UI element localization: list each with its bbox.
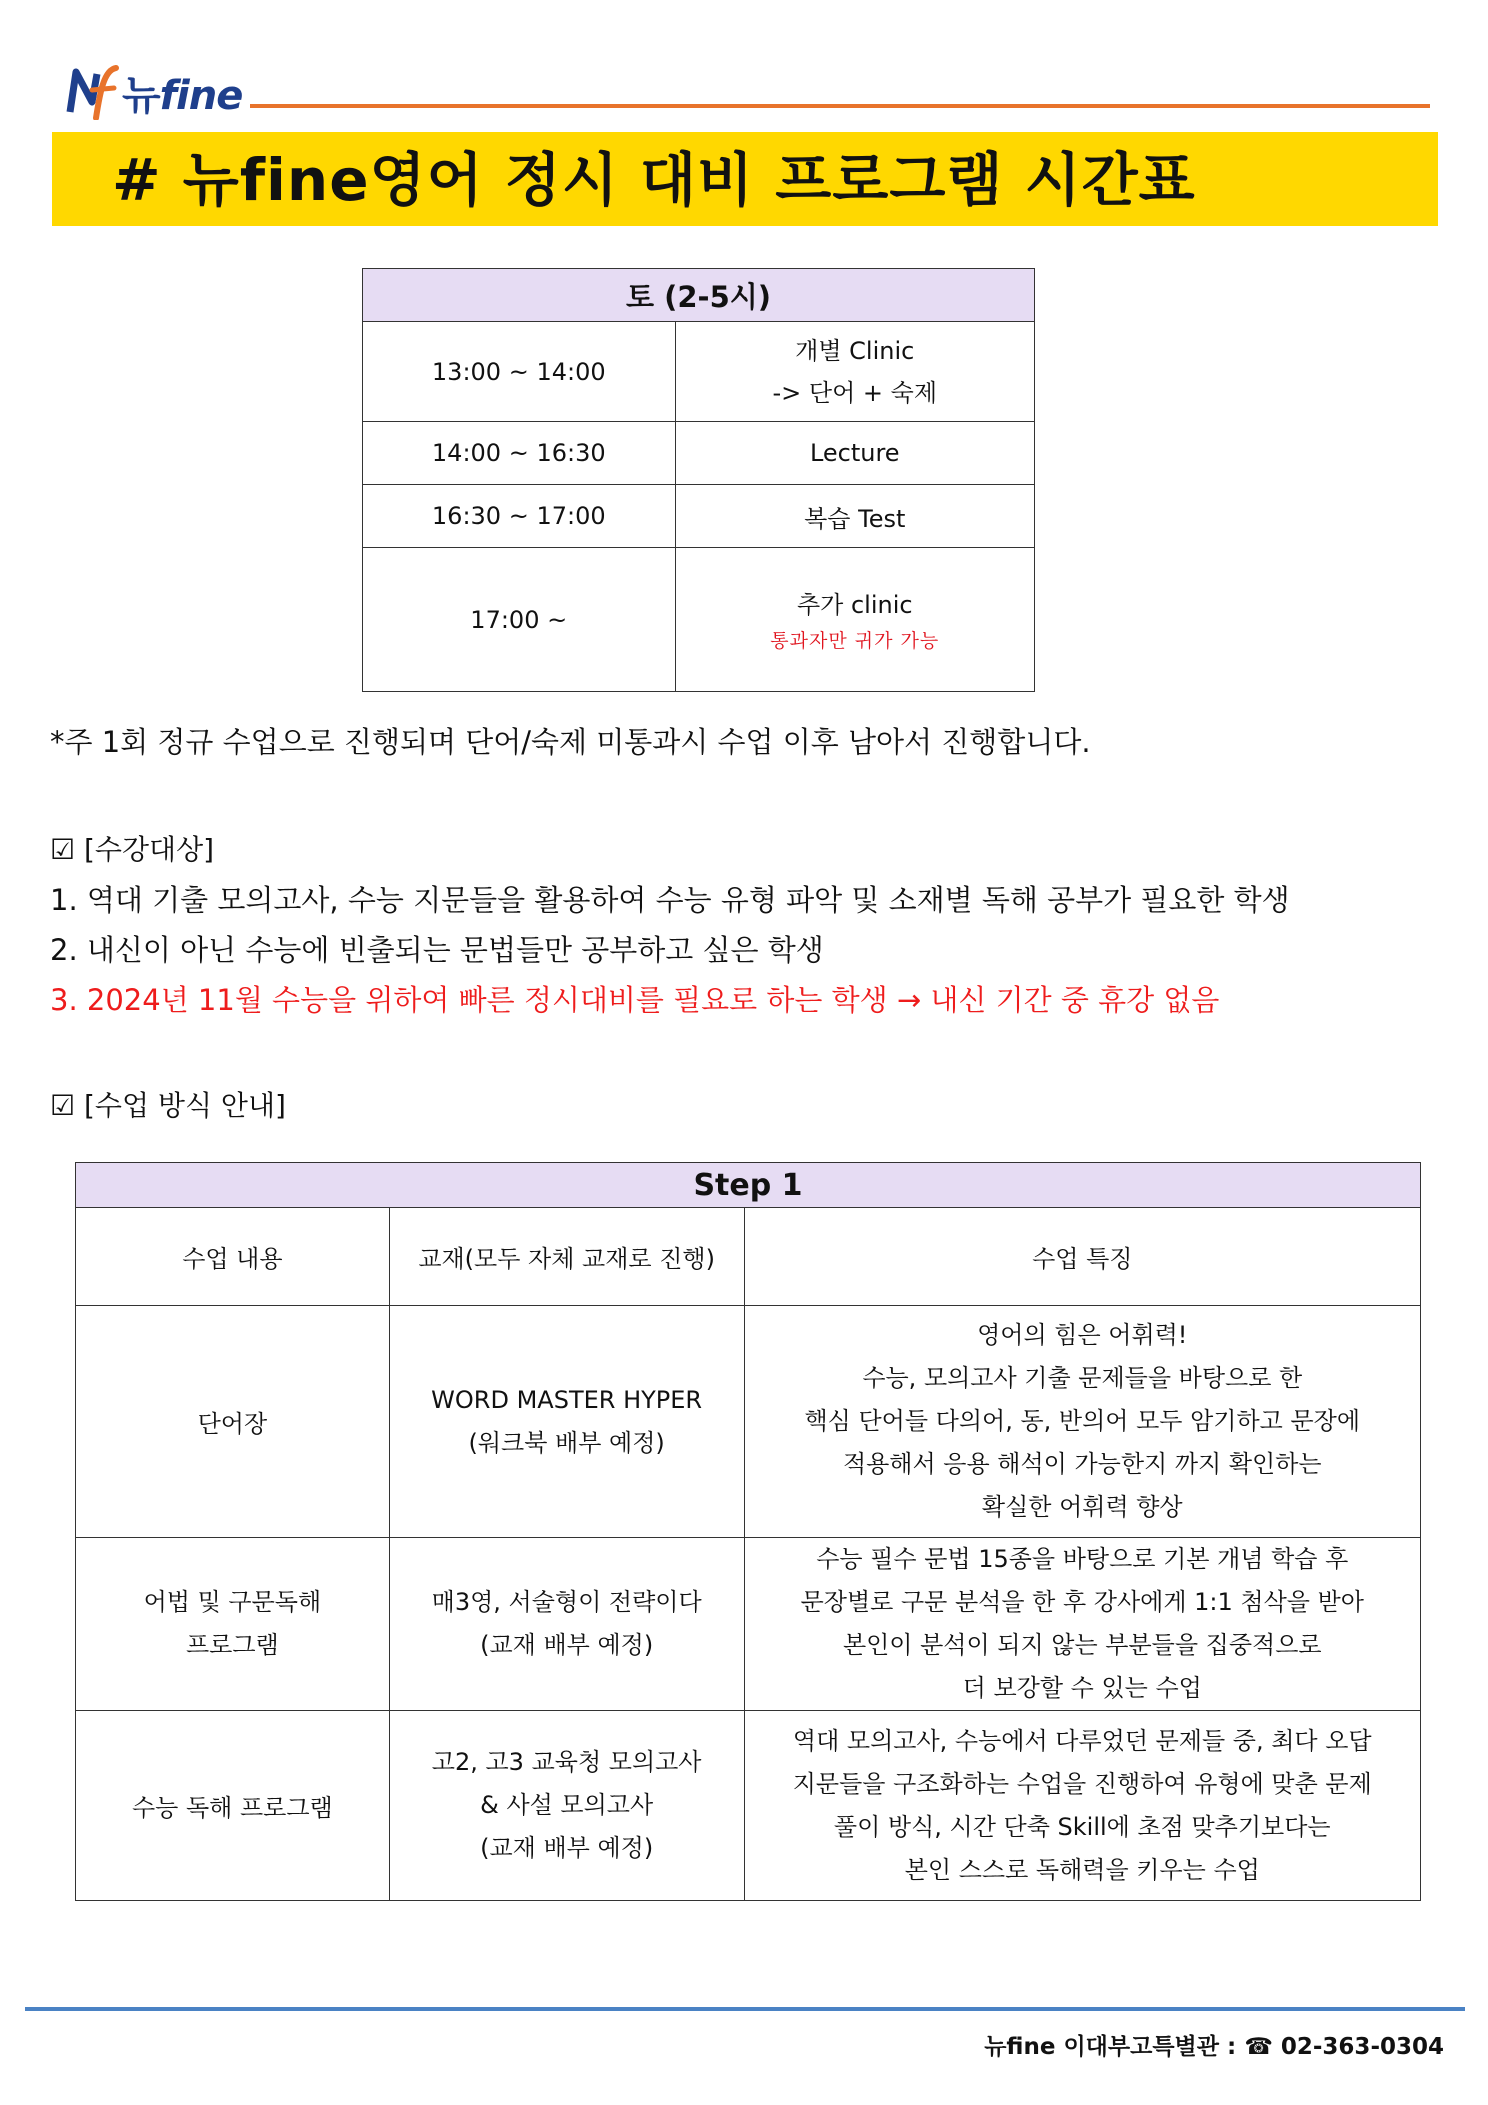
class-material: WORD MASTER HYPER (워크북 배부 예정) [389,1306,744,1538]
class-feature: 역대 모의고사, 수능에서 다루었던 문제들 중, 최다 오답 지문들을 구조화하는 수업을 진행하여 유형에 맞춘 문제 풀이 방식, 시간 단축 Skill에 초점 맞추기보다는 본인 스스로 독해력을 키우는 수업 [744,1711,1420,1901]
footer-contact [984,2028,1444,2061]
targets-heading: ☑ [수강대상] [50,833,215,866]
schedule-activity: 복습 Test [675,485,1034,548]
class-feature: 수능 필수 문법 15종을 바탕으로 기본 개념 학습 후 문장별로 구문 분석을 한 후 강사에게 1:1 첨삭을 받아 본인이 분석이 되지 않는 부분들을 집중적으로 더 보강할 수 있는 수업 [744,1538,1420,1711]
footer-brand: 뉴fine [984,2034,1056,2060]
method-table [75,1162,1421,1901]
class-feature: 영어의 힘은 어휘력! 수능, 모의고사 기출 문제들을 바탕으로 한 핵심 단어들 다의어, 동, 반의어 모두 암기하고 문장에 적용해서 응용 해석이 가능한지 까지 확인하는 확실한 어휘력 향상 [744,1306,1420,1538]
schedule-activity: 추가 clinic 통과자만 귀가 가능 [675,548,1034,692]
method-heading: ☑ [수업 방식 안내] [50,1089,286,1122]
table-row [363,322,1035,422]
footer-phone: 02-363-0304 [1280,2034,1444,2060]
brand-name: 뉴fine [122,73,243,119]
schedule-table [362,268,1035,692]
schedule-header: 토 (2-5시) [363,269,1035,322]
column-header: 교재(모두 자체 교재로 진행) [389,1208,744,1306]
table-row [363,485,1035,548]
step-title: Step 1 [76,1163,1421,1208]
schedule-time: 17:00 ~ [363,548,676,692]
pass-note: 통과자만 귀가 가능 [770,629,940,652]
column-header: 수업 특징 [744,1208,1420,1306]
table-header-row [76,1208,1421,1306]
phone-icon: ☎ [1244,2034,1273,2060]
notice-text: *주 1회 정규 수업으로 진행되며 단어/숙제 미통과시 수업 이후 남아서 진행합니다. [50,725,1091,759]
class-content: 어법 및 구문독해 프로그램 [76,1538,390,1711]
table-row [363,548,1035,692]
schedule-activity: Lecture [675,422,1034,485]
target-item: 2. 내신이 아닌 수능에 빈출되는 문법들만 공부하고 싶은 학생 [50,933,824,967]
brand-logo [66,58,242,120]
nf-logo-icon [66,62,120,120]
target-item: 1. 역대 기출 모의고사, 수능 지문들을 활용하여 수능 유형 파악 및 소재별 독해 공부가 필요한 학생 [50,883,1290,917]
class-content: 단어장 [76,1306,390,1538]
schedule-time: 14:00 ~ 16:30 [363,422,676,485]
class-content: 수능 독해 프로그램 [76,1711,390,1901]
class-material: 고2, 고3 교육청 모의고사 & 사설 모의고사 (교재 배부 예정) [389,1711,744,1901]
table-row [76,1711,1421,1901]
schedule-activity: 개별 Clinic -> 단어 + 숙제 [675,322,1034,422]
footer-branch: 이대부고특별관 : [1063,2034,1237,2060]
table-row [76,1538,1421,1711]
table-row [76,1306,1421,1538]
schedule-time: 16:30 ~ 17:00 [363,485,676,548]
column-header: 수업 내용 [76,1208,390,1306]
footer-rule [25,2007,1465,2011]
header-rule [250,104,1430,108]
target-item-highlight: 3. 2024년 11월 수능을 위하여 빠른 정시대비를 필요로 하는 학생 → 내신 기간 중 휴강 없음 [50,983,1220,1017]
table-row [363,422,1035,485]
page-title: # 뉴fine영어 정시 대비 프로그램 시간표 [112,146,1196,214]
class-material: 매3영, 서술형이 전략이다 (교재 배부 예정) [389,1538,744,1711]
schedule-time: 13:00 ~ 14:00 [363,322,676,422]
